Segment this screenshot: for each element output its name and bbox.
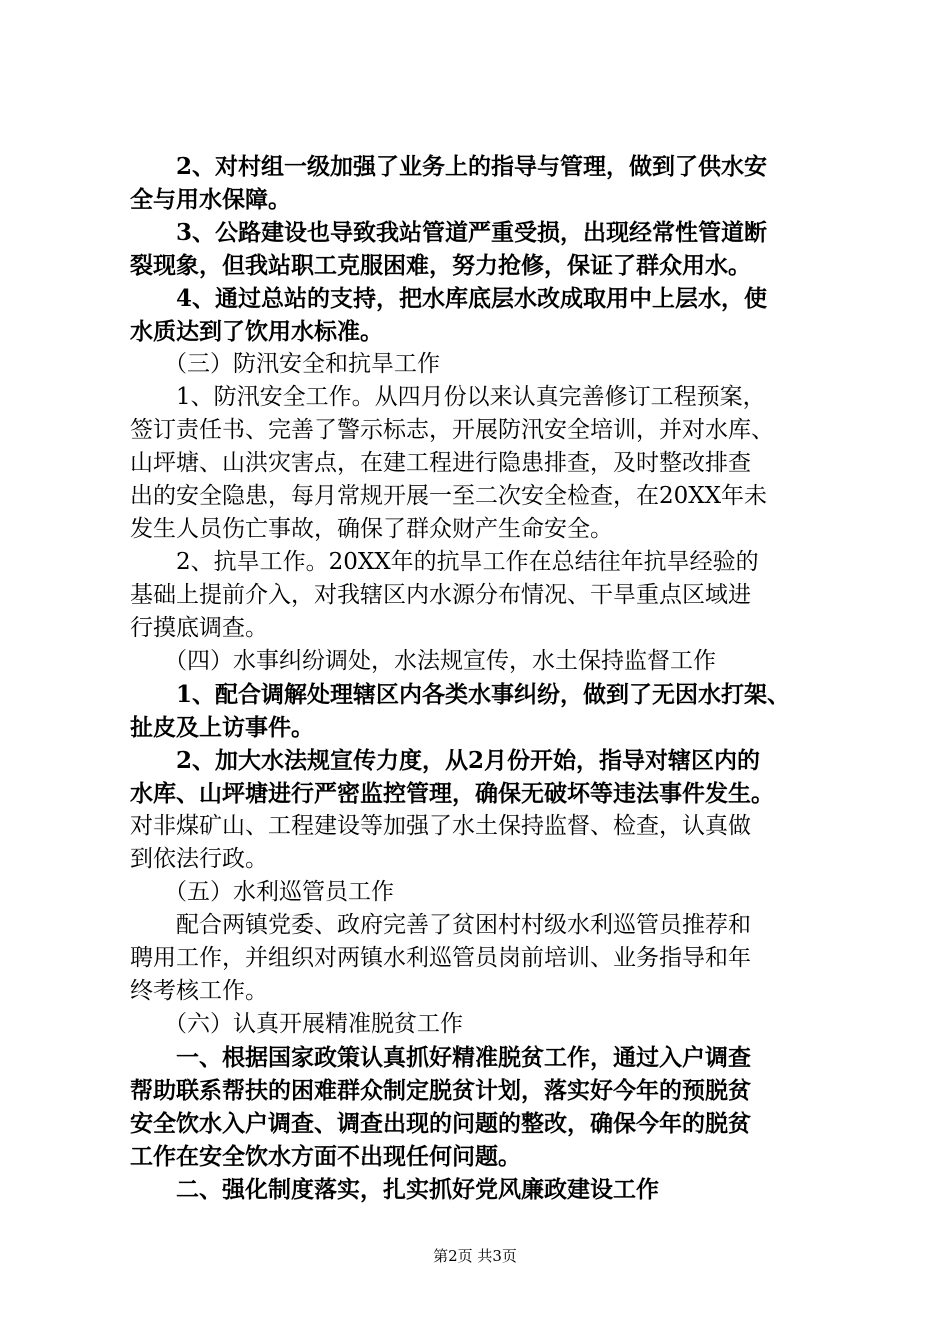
text-line: 4、通过总站的支持，把水库底层水改成取用中上层水，使: [176, 285, 768, 312]
text-line: 配合两镇党委、政府完善了贫困村村级水利巡管员推荐和: [176, 912, 751, 938]
document-body: [130, 150, 835, 1206]
text-line: 1、配合调解处理辖区内各类水事纠纷，做到了无因水打架、: [176, 681, 791, 708]
text-line: 水质达到了饮用水标准。: [130, 318, 383, 345]
text-line: 3、公路建设也导致我站管道严重受损，出现经常性管道断: [176, 219, 768, 246]
text-line: 发生人员伤亡事故，确保了群众财产生命安全。: [130, 516, 613, 542]
section-heading: （六）认真开展精准脱贫工作: [164, 1011, 463, 1037]
text-line: 对非煤矿山、工程建设等加强了水土保持监督、检查，认真做: [130, 813, 751, 839]
text-line: 基础上提前介入，对我辖区内水源分布情况、干旱重点区域进: [130, 582, 751, 608]
text-line: 全与用水保障。: [130, 186, 291, 213]
section-heading: （三）防汛安全和抗旱工作: [164, 351, 440, 377]
text-line: 出的安全隐患，每月常规开展一至二次安全检查，在20XX年未: [130, 483, 768, 509]
text-line: 行摸底调查。: [130, 615, 268, 641]
text-line: 1、防汛安全工作。从四月份以来认真完善修订工程预案，: [176, 384, 766, 410]
text-line: 2、对村组一级加强了业务上的指导与管理，做到了供水安: [176, 153, 768, 180]
text-line: 水库、山坪塘进行严密监控管理，确保无破坏等违法事件发生。: [130, 780, 774, 807]
text-line: 工作在安全饮水方面不出现任何问题。: [130, 1143, 521, 1170]
text-line: 裂现象，但我站职工克服困难，努力抢修，保证了群众用水。: [130, 252, 751, 279]
text-line: 签订责任书、完善了警示标志，开展防汛安全培训，并对水库、: [130, 417, 774, 443]
text-line: 二、强化制度落实，扎实抓好党风廉政建设工作: [176, 1176, 659, 1203]
text-line: 2、抗旱工作。20XX年的抗旱工作在总结往年抗旱经验的: [176, 549, 759, 575]
text-line: 安全饮水入户调查、调查出现的问题的整改，确保今年的脱贫: [130, 1110, 751, 1137]
section-heading: （五）水利巡管员工作: [164, 879, 394, 905]
text-line: 帮助联系帮扶的困难群众制定脱贫计划，落实好今年的预脱贫: [130, 1077, 751, 1104]
text-line: 扯皮及上访事件。: [130, 714, 314, 741]
text-line: 一、根据国家政策认真抓好精准脱贫工作，通过入户调查: [176, 1044, 751, 1071]
text-line: 终考核工作。: [130, 978, 268, 1004]
text-line: 到依法行政。: [130, 846, 268, 872]
section-heading: （四）水事纠纷调处，水法规宣传，水土保持监督工作: [164, 648, 716, 674]
text-line: 山坪塘、山洪灾害点，在建工程进行隐患排查，及时整改排查: [130, 450, 751, 476]
page-footer: 第2页 共3页: [433, 1247, 517, 1265]
text-line: 2、加大水法规宣传力度，从2月份开始，指导对辖区内的: [176, 747, 761, 774]
text-line: 聘用工作，并组织对两镇水利巡管员岗前培训、业务指导和年: [130, 945, 751, 971]
